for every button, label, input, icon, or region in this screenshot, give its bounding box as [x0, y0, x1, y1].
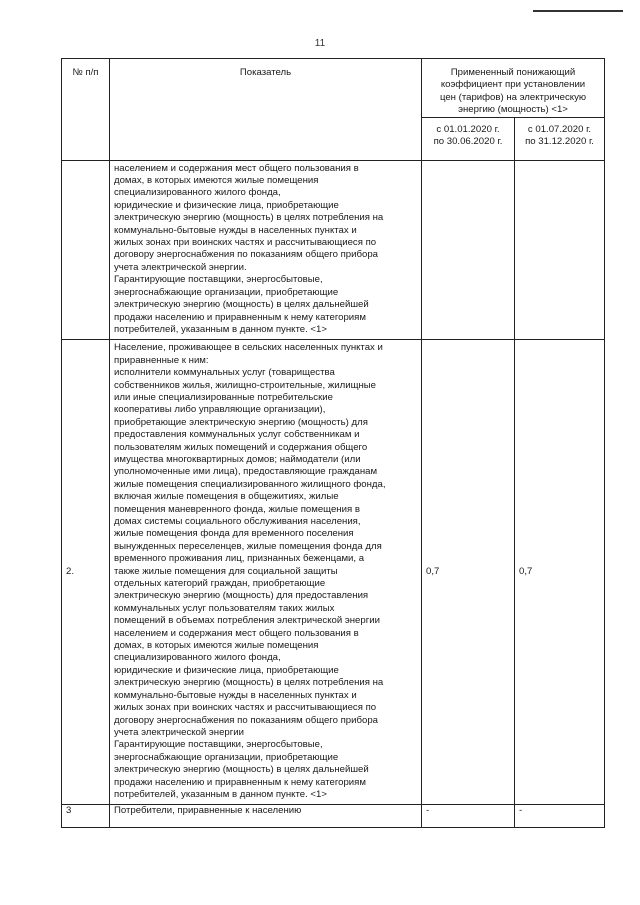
text-line: домах, в которых имеются жилые помещения [114, 640, 319, 652]
text-line: предоставления коммунальных услуг собственникам и [114, 429, 360, 441]
tariff-table [61, 58, 605, 828]
text-line: временного проживания лиц, признанных беженцами, а [114, 553, 365, 565]
row-coef-2 [515, 160, 605, 340]
page-number: 11 [314, 38, 326, 49]
text-line: домах, в которых имеются жилые помещения [114, 175, 319, 187]
text-line: электрическую энергию (мощность) в целях дальнейшей [114, 764, 369, 776]
row-num: 3 [62, 805, 110, 828]
text-line: специализированного жилого фонда, [114, 652, 281, 664]
text-line: вынужденных переселенцев, жилые помещения фонда для [114, 540, 382, 552]
row-indicator-text [110, 340, 422, 805]
text-line: также жилые помещения для социальной защиты [114, 565, 338, 577]
text-line: учета электрической энергии. [114, 261, 247, 273]
table-row [62, 340, 605, 805]
text-line: учета электрической энергии [114, 726, 244, 738]
header-num: № п/п [62, 59, 110, 161]
text-line: помещений в объемах потребления электрической энергии [114, 615, 380, 627]
text-line: Гарантирующие поставщики, энергосбытовые, [114, 739, 323, 751]
row-coef-1 [422, 160, 515, 340]
text-line: кооперативы либо управляющие организации), [114, 404, 326, 416]
row-num: 2. [62, 340, 110, 805]
text-line: Гарантирующие поставщики, энергосбытовые, [114, 274, 323, 286]
top-right-rule [533, 10, 623, 12]
text-line: энергоснабжающие организации, приобретающие [114, 286, 339, 298]
table-row [62, 805, 605, 828]
table-header-row [62, 59, 605, 118]
text-line: включая жилые помещения в общежитиях, жилые [114, 491, 339, 503]
text-line: исполнители коммунальных услуг (товарищества [114, 367, 335, 379]
text-line: уполномоченные ими лица), предоставляющие гражданам [114, 466, 378, 478]
text-line: электрическую энергию (мощность) в целях дальнейшей [114, 299, 369, 311]
row-coef-1: 0,7 [422, 340, 515, 805]
text-line: населением и содержания мест общего пользования в [114, 162, 359, 174]
header-coefficient: Примененный понижающий коэффициент при установлении цен (тарифов) на электрическую энергию (мощность) <1> [422, 59, 605, 118]
row-num [62, 160, 110, 340]
text-line: договору энергоснабжения по показаниям общего прибора [114, 249, 378, 261]
text-line: электрическую энергию (мощность) для предоставления [114, 590, 369, 602]
text-line: Население, проживающее в сельских населенных пунктах и [114, 342, 383, 354]
text-line: отдельных категорий граждан, приобретающие [114, 578, 326, 590]
row-coef-2: - [515, 805, 605, 828]
text-line: домах системы социального обслуживания населения, [114, 516, 361, 527]
text-line: продажи населению и приравненным к нему категориям [114, 311, 366, 323]
text-line: или иные специализированные потребительские [114, 391, 333, 403]
row-coef-1: - [422, 805, 515, 828]
header-indicator: Показатель [110, 59, 422, 161]
text-line: населением и содержания мест общего пользования в [114, 627, 359, 639]
text-line: коммунально-бытовые нужды в населенных пунктах и [114, 689, 357, 701]
text-line: жилые помещения специализированного жилищного фонда, [114, 478, 386, 490]
text-line: собственников жилья, жилищно-строительные, жилищные [114, 379, 376, 391]
text-line: коммунальных услуг пользователям таких жилых [114, 602, 335, 614]
row-coef-2: 0,7 [515, 340, 605, 805]
text-line: коммунально-бытовые нужды в населенных пунктах и [114, 224, 357, 236]
table-row [62, 160, 605, 340]
text-line: специализированного жилого фонда, [114, 187, 281, 199]
text-line: договору энергоснабжения по показаниям общего прибора [114, 714, 378, 726]
text-line: приравненные к ним: [114, 354, 209, 366]
header-period-1: с 01.01.2020 г. по 30.06.2020 г. [422, 117, 515, 160]
text-line: жилых зонах при воинских частях и рассчитывающиеся по [114, 702, 377, 714]
text-line: пользователям жилых помещений и содержания общего [114, 441, 368, 453]
header-period-2: с 01.07.2020 г. по 31.12.2020 г. [515, 117, 605, 160]
text-line: помещения маневренного фонда, жилые помещения в [114, 503, 360, 515]
text-line: имущества многоквартирных домов; наймодатели (или [114, 453, 361, 465]
text-line: продажи населению и приравненным к нему категориям [114, 776, 366, 788]
text-line: энергоснабжающие организации, приобретающие [114, 751, 339, 763]
text-line: электрическую энергию (мощность) в целях потребления на [114, 212, 384, 224]
text-line: потребителей, указанным в данном пункте. <1> [114, 788, 327, 800]
text-line: приобретающие электрическую энергию (мощность) для [114, 416, 368, 428]
text-line: жилых зонах при воинских частях и рассчитывающиеся по [114, 237, 377, 249]
text-line: потребителей, указанным в данном пункте. <1> [114, 323, 327, 335]
text-line: электрическую энергию (мощность) в целях потребления на [114, 677, 384, 689]
text-line: юридические и физические лица, приобретающие [114, 664, 339, 676]
row-indicator-text [110, 160, 422, 340]
text-line: юридические и физические лица, приобретающие [114, 199, 339, 211]
row-indicator-text: Потребители, приравненные к населению [110, 805, 422, 828]
text-line: жилые помещения фонда для временного поселения [114, 528, 354, 540]
